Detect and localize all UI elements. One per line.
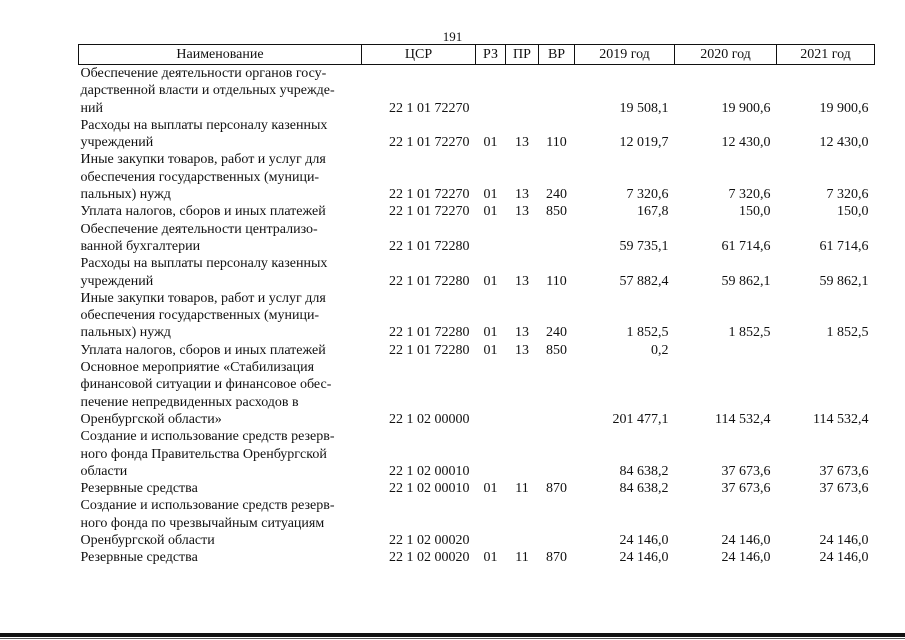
row-csr: 22 1 02 00010 bbox=[389, 481, 470, 497]
row-vr bbox=[539, 428, 575, 480]
row-name bbox=[79, 151, 362, 203]
row-name-line: Оренбургской области» bbox=[80, 411, 222, 427]
header-rz: РЗ bbox=[476, 45, 506, 65]
row-value-2019: 7 320,6 bbox=[626, 187, 669, 203]
row-pr: 11 bbox=[515, 550, 529, 566]
row-name bbox=[79, 117, 362, 152]
row-name-line: обеспечения государственных (муници- bbox=[80, 169, 320, 185]
budget-table bbox=[78, 44, 875, 567]
row-vr bbox=[539, 359, 575, 428]
table-row bbox=[79, 497, 875, 549]
table-row bbox=[79, 151, 875, 203]
row-value-2020 bbox=[675, 342, 777, 359]
row-value-2020: 150,0 bbox=[739, 204, 771, 220]
row-name-line: Резервные средства bbox=[80, 481, 198, 497]
row-pr: 13 bbox=[515, 135, 529, 151]
row-name bbox=[79, 480, 362, 497]
table-row bbox=[79, 65, 875, 117]
row-name-line: Оренбургской области bbox=[80, 533, 215, 549]
row-name bbox=[79, 65, 362, 117]
row-csr: 22 1 01 72270 bbox=[389, 187, 470, 203]
row-name bbox=[79, 549, 362, 566]
row-name-line: печение непредвиденных расходов в bbox=[80, 394, 299, 410]
row-csr: 22 1 01 72280 bbox=[389, 325, 470, 341]
row-rz bbox=[476, 221, 506, 256]
row-csr: 22 1 01 72280 bbox=[389, 273, 470, 289]
row-value-2021: 12 430,0 bbox=[819, 135, 869, 151]
row-value-2019: 59 735,1 bbox=[619, 238, 669, 254]
row-value-2020: 24 146,0 bbox=[721, 550, 771, 566]
row-vr: 870 bbox=[546, 481, 567, 497]
row-pr: 13 bbox=[515, 204, 529, 220]
row-name-line: учреждений bbox=[80, 273, 154, 289]
row-name-line: финансовой ситуации и финансовое обес- bbox=[80, 377, 332, 393]
row-value-2021: 24 146,0 bbox=[819, 550, 869, 566]
row-value-2021: 61 714,6 bbox=[819, 238, 869, 254]
row-name bbox=[79, 255, 362, 290]
header-2021: 2021 год bbox=[777, 45, 875, 65]
row-name-line: пальных) нужд bbox=[80, 187, 171, 203]
table-row bbox=[79, 342, 875, 359]
row-pr bbox=[506, 359, 539, 428]
row-value-2021: 37 673,6 bbox=[819, 481, 869, 497]
row-name-line: Расходы на выплаты персоналу казенных bbox=[80, 117, 328, 133]
row-rz: 01 bbox=[483, 342, 498, 358]
row-rz: 01 bbox=[483, 550, 498, 566]
table-row bbox=[79, 290, 875, 342]
row-name-line: ного фонда по чрезвычайным ситуациям bbox=[80, 515, 325, 531]
row-name-line: Иные закупки товаров, работ и услуг для bbox=[80, 152, 326, 168]
row-pr: 11 bbox=[515, 481, 529, 497]
row-value-2021: 7 320,6 bbox=[826, 187, 869, 203]
row-pr: 13 bbox=[515, 273, 529, 289]
row-vr: 850 bbox=[546, 342, 567, 358]
row-value-2020: 24 146,0 bbox=[721, 533, 771, 549]
row-vr bbox=[539, 65, 575, 117]
row-value-2019: 167,8 bbox=[637, 204, 669, 220]
row-name bbox=[79, 497, 362, 549]
row-vr bbox=[539, 221, 575, 256]
row-csr: 22 1 02 00000 bbox=[389, 411, 470, 427]
row-value-2020: 114 532,4 bbox=[715, 411, 771, 427]
row-csr: 22 1 02 00010 bbox=[389, 463, 470, 479]
row-value-2021: 37 673,6 bbox=[819, 463, 869, 479]
row-value-2020: 37 673,6 bbox=[721, 481, 771, 497]
header-vr: ВР bbox=[539, 45, 575, 65]
row-value-2021: 59 862,1 bbox=[819, 273, 869, 289]
row-pr: 13 bbox=[515, 325, 529, 341]
row-name bbox=[79, 221, 362, 256]
row-name-line: Уплата налогов, сборов и иных платежей bbox=[80, 342, 326, 358]
row-value-2021: 24 146,0 bbox=[819, 533, 869, 549]
row-name bbox=[79, 203, 362, 220]
row-value-2020: 61 714,6 bbox=[721, 238, 771, 254]
row-name-line: ного фонда Правительства Оренбургской bbox=[80, 446, 327, 462]
table-row bbox=[79, 255, 875, 290]
row-name-line: Иные закупки товаров, работ и услуг для bbox=[80, 290, 326, 306]
row-rz bbox=[476, 359, 506, 428]
row-value-2019: 201 477,1 bbox=[612, 411, 669, 427]
header-2020: 2020 год bbox=[675, 45, 777, 65]
row-name-line: ний bbox=[80, 100, 103, 116]
row-value-2020: 12 430,0 bbox=[721, 135, 771, 151]
row-name-line: Расходы на выплаты персоналу казенных bbox=[80, 256, 328, 272]
table-row bbox=[79, 480, 875, 497]
table-header bbox=[79, 45, 875, 65]
row-value-2020: 59 862,1 bbox=[721, 273, 771, 289]
row-rz: 01 bbox=[483, 273, 498, 289]
header-csr: ЦСР bbox=[362, 45, 476, 65]
row-name bbox=[79, 428, 362, 480]
row-vr: 240 bbox=[546, 325, 567, 341]
header-2019: 2019 год bbox=[575, 45, 675, 65]
row-name-line: Уплата налогов, сборов и иных платежей bbox=[80, 204, 326, 220]
row-name-line: учреждений bbox=[80, 135, 154, 151]
row-csr: 22 1 01 72280 bbox=[389, 238, 470, 254]
table-row bbox=[79, 221, 875, 256]
row-name-line: ванной бухгалтерии bbox=[80, 238, 201, 254]
row-name-line: Резервные средства bbox=[80, 550, 198, 566]
row-value-2019: 0,2 bbox=[651, 342, 669, 358]
row-pr bbox=[506, 65, 539, 117]
row-rz: 01 bbox=[483, 187, 498, 203]
row-csr: 22 1 01 72270 bbox=[389, 204, 470, 220]
bottom-rule-thin bbox=[0, 638, 905, 639]
row-name-line: Обеспечение деятельности централизо- bbox=[80, 221, 318, 237]
row-pr bbox=[506, 497, 539, 549]
row-pr: 13 bbox=[515, 187, 529, 203]
row-rz: 01 bbox=[483, 135, 498, 151]
row-value-2019: 24 146,0 bbox=[619, 533, 669, 549]
row-value-2019: 12 019,7 bbox=[619, 135, 669, 151]
table-row bbox=[79, 549, 875, 566]
row-value-2019: 24 146,0 bbox=[619, 550, 669, 566]
row-rz: 01 bbox=[483, 204, 498, 220]
row-name-line: пальных) нужд bbox=[80, 325, 171, 341]
row-vr: 110 bbox=[546, 273, 567, 289]
row-pr bbox=[506, 428, 539, 480]
row-value-2019: 19 508,1 bbox=[619, 100, 669, 116]
row-value-2020: 7 320,6 bbox=[728, 187, 771, 203]
row-name-line: Создание и использование средств резерв- bbox=[80, 498, 335, 514]
row-value-2019: 84 638,2 bbox=[619, 481, 669, 497]
row-vr: 240 bbox=[546, 187, 567, 203]
row-rz: 01 bbox=[483, 481, 498, 497]
row-rz: 01 bbox=[483, 325, 498, 341]
row-name-line: дарственной власти и отдельных учрежде- bbox=[80, 83, 335, 99]
row-csr: 22 1 01 72280 bbox=[389, 342, 470, 358]
header-name: Наименование bbox=[79, 45, 362, 65]
row-name bbox=[79, 342, 362, 359]
bottom-rule bbox=[0, 633, 905, 637]
table-body bbox=[79, 65, 875, 567]
table-row bbox=[79, 359, 875, 428]
row-name-line: Обеспечение деятельности органов госу- bbox=[80, 66, 327, 81]
row-value-2021: 1 852,5 bbox=[826, 325, 869, 341]
row-vr: 110 bbox=[546, 135, 567, 151]
row-name bbox=[79, 359, 362, 428]
row-name-line: Создание и использование средств резерв- bbox=[80, 429, 335, 445]
page-number: 191 bbox=[442, 29, 463, 44]
row-pr bbox=[506, 221, 539, 256]
table-row bbox=[79, 203, 875, 220]
table-row bbox=[79, 428, 875, 480]
table-row bbox=[79, 117, 875, 152]
row-value-2021: 114 532,4 bbox=[813, 411, 869, 427]
row-value-2020: 19 900,6 bbox=[721, 100, 771, 116]
row-value-2020: 1 852,5 bbox=[728, 325, 771, 341]
row-pr: 13 bbox=[515, 342, 529, 358]
header-pr: ПР bbox=[506, 45, 539, 65]
row-vr: 850 bbox=[546, 204, 567, 220]
row-rz bbox=[476, 497, 506, 549]
row-csr: 22 1 02 00020 bbox=[389, 533, 470, 549]
row-value-2019: 84 638,2 bbox=[619, 463, 669, 479]
row-value-2021: 150,0 bbox=[837, 204, 869, 220]
row-value-2020: 37 673,6 bbox=[721, 463, 771, 479]
row-vr: 870 bbox=[546, 550, 567, 566]
row-vr bbox=[539, 497, 575, 549]
row-csr: 22 1 02 00020 bbox=[389, 550, 470, 566]
row-name-line: Основное мероприятие «Стабилизация bbox=[80, 360, 315, 376]
row-name-line: обеспечения государственных (муници- bbox=[80, 308, 320, 324]
row-name-line: области bbox=[80, 463, 128, 479]
row-name bbox=[79, 290, 362, 342]
row-csr: 22 1 01 72270 bbox=[389, 100, 470, 116]
row-value-2021 bbox=[777, 342, 875, 359]
row-rz bbox=[476, 428, 506, 480]
row-rz bbox=[476, 65, 506, 117]
header-row bbox=[79, 45, 875, 65]
row-value-2019: 57 882,4 bbox=[619, 273, 669, 289]
row-value-2021: 19 900,6 bbox=[819, 100, 869, 116]
row-value-2019: 1 852,5 bbox=[626, 325, 669, 341]
row-csr: 22 1 01 72270 bbox=[389, 135, 470, 151]
